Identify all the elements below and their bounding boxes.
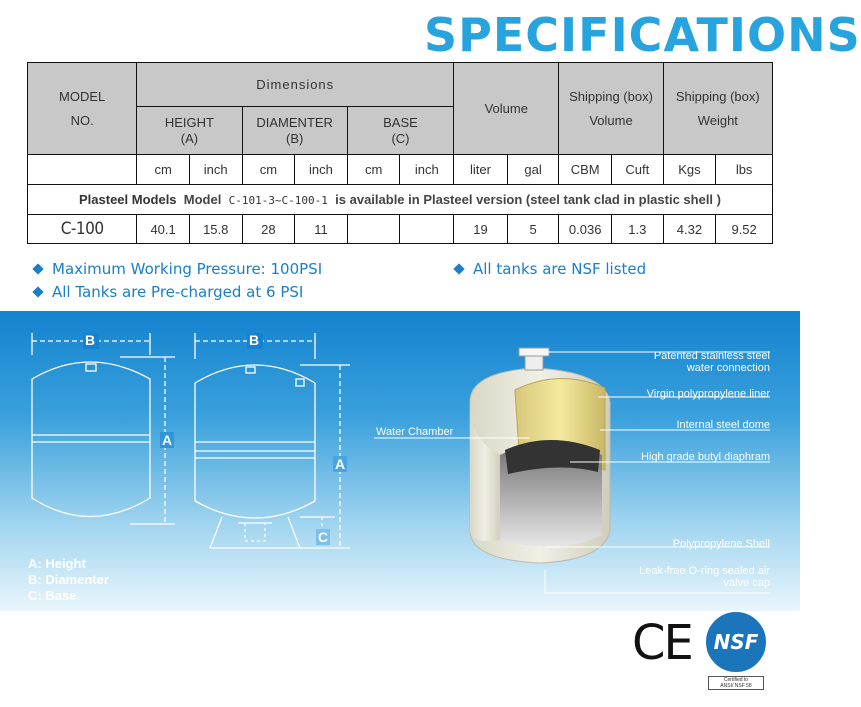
- shipping-weight-line2: Weight: [697, 112, 738, 128]
- shipping-weight-line1: Shipping (box): [675, 88, 760, 104]
- unit-ship-cuft: Cuft: [612, 155, 664, 185]
- dimensions-header: Dimensions: [137, 63, 454, 107]
- model-header-line2: NO.: [70, 112, 94, 128]
- row-height-inch: 15.8: [189, 215, 242, 244]
- row-ship-cbm: 0.036: [559, 215, 612, 244]
- unit-diameter-inch: inch: [295, 155, 348, 185]
- note-pressure-text: Maximum Working Pressure: 100PSI: [52, 260, 323, 278]
- diameter-header-line1: DIAMENTER: [256, 114, 333, 130]
- row-volume-liter: 19: [454, 215, 508, 244]
- row-diameter-cm: 28: [242, 215, 295, 244]
- legend-base: C: Base: [28, 588, 77, 603]
- unit-volume-liter: liter: [454, 155, 508, 185]
- plasteel-model-word: Model: [183, 192, 222, 207]
- unit-base-cm: cm: [347, 155, 400, 185]
- unit-base-inch: inch: [400, 155, 454, 185]
- row-weight-kgs: 4.32: [663, 215, 716, 244]
- part-steel-dome: Internal steel dome: [676, 419, 770, 431]
- unit-weight-kgs: Kgs: [663, 155, 716, 185]
- nsf-logo: [706, 612, 766, 703]
- dim-b-side: B: [249, 332, 260, 348]
- part-liner: Virgin polypropylene liner: [646, 388, 770, 400]
- plasteel-model-code: C-101-3~C-100-1: [228, 194, 328, 207]
- note-precharged-text: All Tanks are Pre-charged at 6 PSI: [52, 283, 304, 301]
- shipping-volume-line2: Volume: [589, 112, 633, 128]
- unit-volume-gal: gal: [507, 155, 559, 185]
- part-valve-cap: [639, 565, 770, 589]
- water-chamber-label: Water Chamber: [376, 426, 454, 438]
- part-shell: Polypropylene Shell: [672, 538, 770, 550]
- row-diameter-inch: 11: [295, 215, 348, 244]
- unit-diameter-cm: cm: [242, 155, 295, 185]
- part-diaphragm: High grade butyl diaphram: [640, 451, 770, 463]
- height-header-line2: (A): [180, 130, 199, 146]
- dim-b-front: B: [85, 332, 96, 348]
- note-nsf-text: All tanks are NSF listed: [473, 260, 647, 278]
- plasteel-text: is available in Plasteel version (steel tank clad in plastic shell ): [335, 192, 721, 207]
- volume-header: Volume: [454, 63, 559, 155]
- legend-diameter: B: Diamenter: [28, 572, 109, 587]
- nsf-logo-text: NSF: [713, 630, 759, 654]
- legend-height: A: Height: [28, 556, 86, 571]
- model-header-line1: MODEL: [59, 88, 106, 104]
- dim-a-front: A: [162, 432, 173, 448]
- part-valve-cap-line2: valve cap: [723, 577, 770, 589]
- base-header-line1: BASE: [383, 114, 418, 130]
- nsf-sub-line2: ANSI/ NSF 58: [720, 683, 752, 689]
- ce-logo: CE: [632, 615, 692, 671]
- diameter-header-line2: (B): [286, 130, 304, 146]
- unit-height-inch: inch: [189, 155, 242, 185]
- part-water-connection-line1: Patented stainless steel: [653, 350, 770, 362]
- dim-c-side: C: [318, 529, 329, 545]
- page-title: SPECIFICATIONS: [424, 8, 861, 62]
- unit-height-cm: cm: [137, 155, 190, 185]
- row-model: C-100: [28, 215, 137, 244]
- height-header-line1: HEIGHT: [164, 114, 214, 130]
- row-weight-lbs: 9.52: [716, 215, 773, 244]
- dim-a-side: A: [335, 456, 346, 472]
- row-ship-cuft: 1.3: [612, 215, 664, 244]
- row-volume-gal: 5: [507, 215, 559, 244]
- row-height-cm: 40.1: [137, 215, 190, 244]
- base-header-line2: (C): [391, 130, 410, 146]
- shipping-volume-line1: Shipping (box): [569, 88, 653, 104]
- plasteel-label: Plasteel Models: [79, 192, 177, 207]
- unit-ship-cbm: CBM: [559, 155, 612, 185]
- part-water-connection-line2: water connection: [686, 362, 770, 374]
- nsf-sub-line1: Certified to: [723, 677, 749, 683]
- unit-weight-lbs: lbs: [716, 155, 773, 185]
- part-water-connection: [654, 350, 770, 374]
- part-valve-cap-line1: Leak-free O-ring sealed air: [639, 565, 770, 577]
